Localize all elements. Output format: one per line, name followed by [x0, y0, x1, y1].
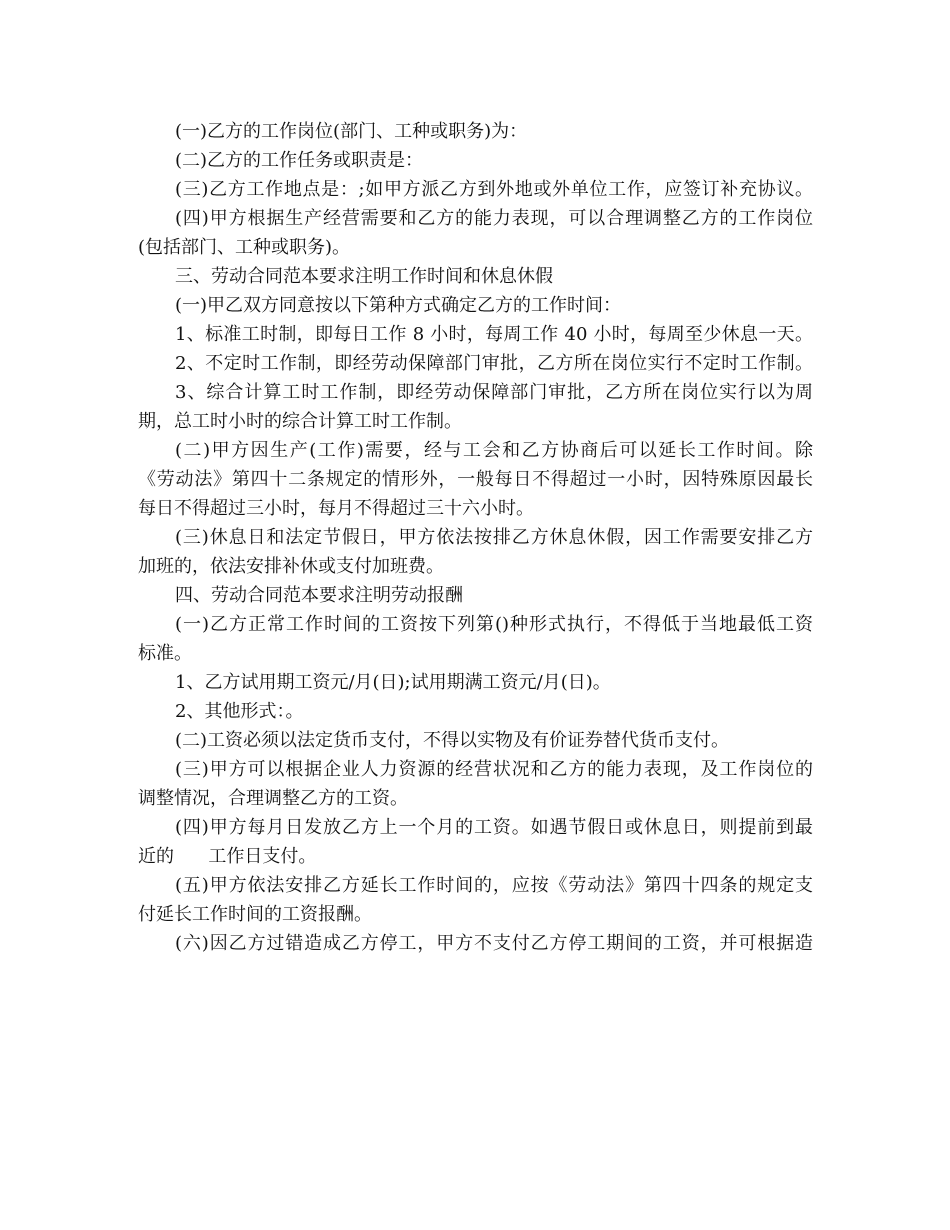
paragraph-line: (五)甲方依法安排乙方延长工作时间的，应按《劳动法》第四十四条的规定支 [175, 875, 813, 896]
paragraph-line: 《劳动法》第四十二条规定的情形外，一般每日不得超过一小时，因特殊原因最长 [138, 469, 813, 490]
paragraph-line: (一)甲乙双方同意按以下第种方式确定乙方的工作时间： [175, 295, 622, 316]
paragraph-line: 每日不得超过三小时，每月不得超过三十六小时。 [138, 498, 534, 519]
paragraph-line: (三)休息日和法定节假日，甲方依法按排乙方休息休假，因工作需要安排乙方 [175, 527, 813, 548]
document-body [138, 117, 813, 958]
paragraph-line: (二)工资必须以法定货币支付，不得以实物及有价证券替代货币支付。 [175, 730, 730, 751]
paragraph-line: 付延长工作时间的工资报酬。 [138, 904, 372, 925]
paragraph-line: 3、综合计算工时工作制，即经劳动保障部门审批，乙方所在岗位实行以为周 [175, 382, 813, 403]
paragraph-line: 2、其他形式：。 [175, 701, 304, 722]
paragraph-line: (二)甲方因生产(工作)需要，经与工会和乙方协商后可以延长工作时间。除 [175, 440, 813, 461]
paragraph-line: 期，总工时小时的综合计算工时工作制。 [138, 411, 462, 432]
paragraph-line: (四)甲方根据生产经营需要和乙方的能力表现，可以合理调整乙方的工作岗位 [175, 208, 813, 229]
paragraph-line: 三、劳动合同范本要求注明工作时间和休息休假 [175, 266, 553, 287]
paragraph-line: 1、标准工时制，即每日工作 8 小时，每周工作 40 小时，每周至少休息一天。 [175, 324, 813, 345]
paragraph-line: 四、劳动合同范本要求注明劳动报酬 [175, 585, 463, 606]
paragraph-line: 标准。 [138, 643, 192, 664]
paragraph-line: (二)乙方的工作任务或职责是： [175, 150, 424, 171]
paragraph-line: (三)甲方可以根据企业人力资源的经营状况和乙方的能力表现，及工作岗位的 [175, 759, 813, 780]
paragraph-line: (四)甲方每月日发放乙方上一个月的工资。如遇节假日或休息日，则提前到最 [175, 817, 813, 838]
paragraph-line: (六)因乙方过错造成乙方停工，甲方不支付乙方停工期间的工资，并可根据造 [175, 933, 813, 954]
paragraph-line: 调整情况，合理调整乙方的工资。 [138, 788, 408, 809]
paragraph-line: 1、乙方试用期工资元/月(日);试用期满工资元/月(日)。 [175, 672, 611, 693]
paragraph-line: 加班的，依法安排补休或支付加班费。 [138, 556, 444, 577]
paragraph-line: (三)乙方工作地点是：;如甲方派乙方到外地或外单位工作，应签订补充协议。 [175, 179, 813, 200]
paragraph-line: 近的 工作日支付。 [138, 846, 317, 867]
paragraph-line: 2、不定时工作制，即经劳动保障部门审批，乙方所在岗位实行不定时工作制。 [175, 353, 813, 374]
paragraph-line: (包括部门、工种或职务)。 [138, 237, 351, 258]
paragraph-line: (一)乙方的工作岗位(部门、工种或职务)为： [175, 121, 528, 142]
paragraph-line: (一)乙方正常工作时间的工资按下列第()种形式执行，不得低于当地最低工资 [175, 614, 813, 635]
